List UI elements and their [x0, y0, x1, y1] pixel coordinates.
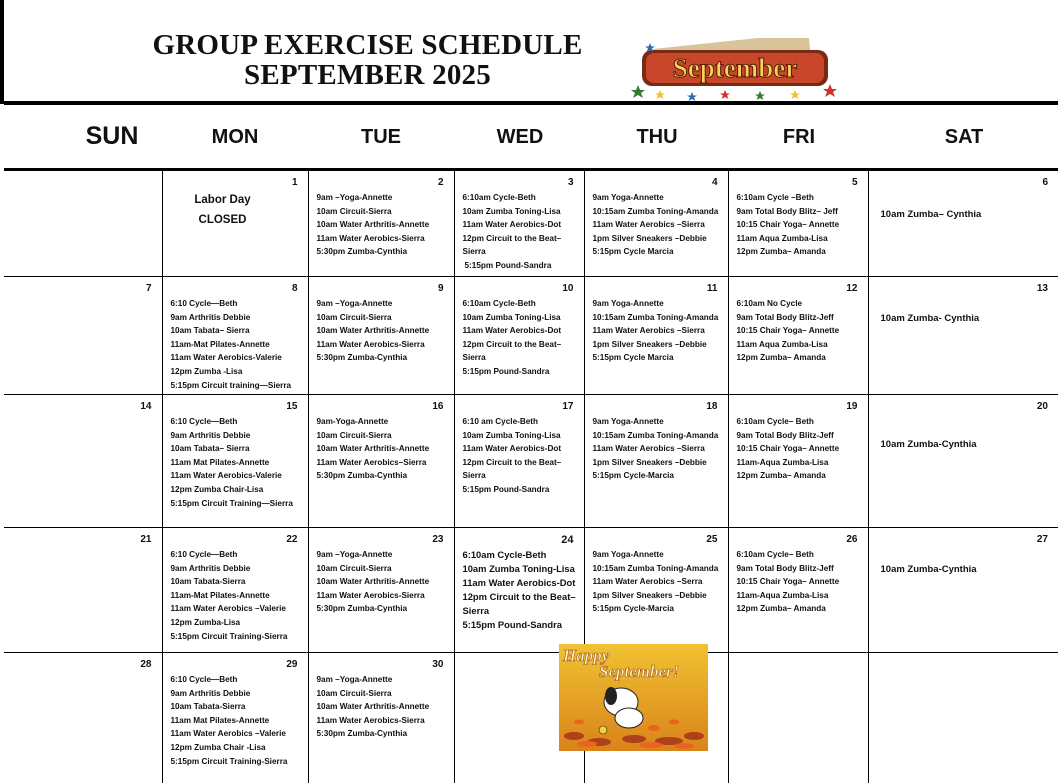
class-entry: 9am –Yoga-Annette: [316, 299, 393, 308]
week-row: [4, 277, 1058, 395]
class-entry: 9am –Yoga-Annette: [316, 550, 393, 559]
class-list: [593, 415, 722, 483]
class-entry: 10:15am Zumba Toning-Amanda: [592, 563, 719, 573]
day-number: 10: [562, 283, 574, 294]
class-entry: 10am Zumba- Cynthia: [880, 313, 980, 324]
class-entry: 11am Water Aerobics–Sierra: [316, 457, 427, 467]
class-entry: 6:10am No Cycle: [736, 299, 803, 308]
class-entry: 12pm Zumba– Amanda: [736, 604, 826, 614]
day-number: 23: [432, 534, 444, 545]
class-entry: 10am Zumba Toning-Lisa: [462, 206, 561, 216]
day-cell-sun: [4, 171, 162, 277]
class-entry: 11am-Mat Pilates-Annette: [170, 590, 270, 600]
day-number: 11: [706, 283, 718, 294]
class-entry: 6:10am Cycle-Beth: [462, 299, 536, 308]
day-cell-mon: [162, 171, 308, 277]
day-header-sat: SAT: [944, 126, 984, 148]
header-rule: [4, 101, 1058, 105]
class-entry: 11am Water Aerobics-Valerie: [170, 353, 282, 363]
class-entry: 10am Zumba-Cynthia: [880, 564, 977, 575]
class-entry: 9am Arthritis Debbie: [170, 312, 251, 322]
class-entry: Sierra: [462, 247, 486, 257]
title-line-1: GROUP EXERCISE SCHEDULE: [152, 29, 583, 61]
class-entry: 9am Arthritis Debbie: [170, 688, 251, 698]
class-entry: 1pm Silver Sneakers –Debbie: [592, 233, 707, 243]
class-entry: 11am Water Aerobics –Sierra: [592, 326, 705, 336]
day-number: 8: [291, 283, 298, 294]
day-number: 26: [846, 534, 858, 545]
class-entry: 9am –Yoga-Annette: [316, 193, 393, 202]
day-cell-fri: [728, 277, 868, 395]
class-entry: 9am Total Body Blitz– Jeff: [736, 206, 838, 216]
class-entry: 9am Arthritis Debbie: [170, 430, 251, 440]
september-logo: [630, 38, 840, 104]
class-list: [317, 415, 448, 483]
class-entry: 10am Water Arthritis-Annette: [316, 702, 430, 712]
class-list: [171, 673, 302, 768]
class-entry: 5:30pm Zumba-Cynthia: [316, 729, 408, 739]
day-number: 3: [567, 177, 574, 188]
class-entry: 5:30pm Zumba-Cynthia: [316, 353, 408, 363]
day-number: 9: [437, 283, 444, 294]
day-header-mon: MON: [211, 126, 259, 148]
class-entry: 11am Water Aerobics –Valerie: [170, 604, 286, 614]
day-cell-wed: [454, 277, 584, 395]
day-cell-mon: [162, 395, 308, 528]
class-list: [737, 415, 862, 483]
day-header-wed: WED: [496, 126, 544, 148]
class-entry: 10:15 Chair Yoga– Annette: [736, 577, 840, 587]
day-number: 19: [846, 401, 858, 412]
day-cell-wed: [454, 528, 584, 653]
class-entry: 5:15pm Pound-Sandra: [462, 484, 550, 494]
day-cell-tue: [308, 171, 454, 277]
class-entry: 12pm Zumba -Lisa: [170, 366, 243, 376]
day-cell-thu: [584, 171, 728, 277]
class-entry: 11am Water Aerobics –Valerie: [170, 729, 286, 739]
week-row: [4, 395, 1058, 528]
class-entry: 11am Water Aerobics –Sierra: [592, 444, 705, 454]
calendar-grid: [4, 170, 1058, 783]
class-entry: 9am Total Body Blitz-Jeff: [736, 430, 834, 440]
class-entry: 11am Aqua Zumba-Lisa: [736, 233, 828, 243]
class-entry: 11am Water Aerobics-Sierra: [316, 339, 425, 349]
day-cell-sat: [868, 653, 1058, 783]
class-entry: 12pm Zumba-Lisa: [170, 617, 241, 627]
day-cell-thu: [584, 395, 728, 528]
class-entry: 9am-Yoga-Annette: [316, 417, 389, 426]
class-entry: 1pm Silver Sneakers –Debbie: [592, 590, 707, 600]
day-cell-tue: [308, 277, 454, 395]
class-entry: 5:15pm Cycle-Marcia: [592, 471, 674, 481]
day-cell-sun: [4, 395, 162, 528]
class-entry: 11am Water Aerobics-Dot: [462, 220, 562, 230]
day-header-tue: TUE: [361, 126, 401, 148]
class-entry: 6:10 Cycle—Beth: [170, 299, 238, 308]
class-entry: 9am –Yoga-Annette: [316, 675, 393, 684]
day-number: 15: [286, 401, 298, 412]
day-cell-sat: [868, 171, 1058, 277]
left-rule: [0, 0, 4, 104]
day-number: 28: [140, 659, 152, 670]
day-number: 18: [706, 401, 718, 412]
class-entry: 11am Water Aerobics-Valerie: [170, 471, 282, 481]
day-number: 7: [145, 283, 152, 294]
class-entry: 10am Water Arthritis-Annette: [316, 444, 430, 454]
class-entry: 9am Yoga-Annette: [592, 299, 664, 308]
day-number: 5: [851, 177, 858, 188]
class-entry: 10:15 Chair Yoga– Annette: [736, 220, 840, 230]
day-number: 14: [140, 401, 152, 412]
class-entry: 11am Water Aerobics –Sierra: [592, 220, 705, 230]
day-cell-mon: [162, 528, 308, 653]
day-number: 13: [1036, 283, 1048, 294]
class-entry: 9am Total Body Blitz-Jeff: [736, 312, 834, 322]
class-entry: 10am Tabata-Sierra: [170, 577, 246, 587]
class-entry: 5:15pm Cycle Marcia: [592, 353, 674, 363]
class-entry: 10:15am Zumba Toning-Amanda: [592, 206, 719, 216]
class-entry: 11am Water Aerobics-Sierra: [316, 590, 425, 600]
class-entry: 5:15pm Pound-Sandra: [462, 619, 562, 630]
class-entry: 12pm Circuit to the Beat–: [462, 457, 562, 467]
class-entry: 10am Water Arthritis-Annette: [316, 577, 430, 587]
day-number: 25: [706, 534, 718, 545]
class-entry: 10am Zumba Toning-Lisa: [462, 312, 561, 322]
holiday-line: Labor Day: [194, 194, 251, 206]
class-entry: 10:15 Chair Yoga– Annette: [736, 326, 840, 336]
day-cell-sun: [4, 528, 162, 653]
class-entry: 6:10 am Cycle-Beth: [462, 417, 539, 426]
class-list: [593, 297, 722, 365]
class-entry: 11am Mat Pilates-Annette: [170, 715, 270, 725]
day-cell-fri: [728, 528, 868, 653]
class-entry: 12pm Zumba Chair -Lisa: [170, 742, 266, 752]
class-entry: 10am Circuit-Sierra: [316, 688, 392, 698]
class-list: [593, 548, 722, 616]
class-entry: 10:15am Zumba Toning-Amanda: [592, 312, 719, 322]
class-entry: 9am Yoga-Annette: [592, 550, 664, 559]
class-list: [463, 548, 578, 632]
day-number: 16: [432, 401, 444, 412]
class-list: [171, 297, 302, 392]
class-entry: 10:15 Chair Yoga– Annette: [736, 444, 840, 454]
day-number: 1: [291, 177, 298, 188]
day-cell-sat: [868, 395, 1058, 528]
class-list: [171, 548, 302, 643]
day-number: 27: [1036, 534, 1048, 545]
class-entry: 5:15pm Circuit Training—Sierra: [170, 498, 293, 508]
class-entry: 11am Water Aerobics-Sierra: [316, 233, 425, 243]
day-cell-thu: [584, 277, 728, 395]
class-entry: 12pm Zumba Chair-Lisa: [170, 484, 264, 494]
class-entry: 11am Water Aerobics-Dot: [462, 577, 576, 588]
holiday-line: CLOSED: [198, 213, 247, 226]
happy-september-image: [559, 644, 708, 751]
class-entry: 11am-Aqua Zumba-Lisa: [736, 457, 829, 467]
holiday-notice: [163, 191, 283, 230]
class-entry: 1pm Silver Sneakers –Debbie: [592, 339, 707, 349]
class-list: [737, 297, 862, 365]
day-header-thu: THU: [636, 126, 678, 148]
class-entry: 10am Tabata-Sierra: [170, 702, 246, 712]
class-entry: 5:15pm Cycle Marcia: [592, 247, 674, 257]
class-entry: 5:15pm Circuit Training-Sierra: [170, 631, 288, 641]
class-entry: 10am Zumba– Cynthia: [880, 209, 982, 220]
class-list: [171, 415, 302, 510]
day-cell-mon: [162, 277, 308, 395]
class-entry: 5:30pm Zumba-Cynthia: [316, 247, 408, 257]
class-entry: 5:15pm Pound-Sandra: [462, 366, 550, 376]
class-entry: 11am-Mat Pilates-Annette: [170, 339, 270, 349]
snoopy-text-1: Happy: [563, 646, 610, 665]
class-entry: 11am Water Aerobics –Serra: [592, 577, 703, 587]
class-list: [737, 191, 862, 259]
class-entry: 10am Circuit-Sierra: [316, 563, 392, 573]
day-number: 22: [286, 534, 298, 545]
class-entry: 10am Circuit-Sierra: [316, 430, 392, 440]
day-header-sun: SUN: [85, 122, 139, 150]
week-row: [4, 653, 1058, 783]
class-list: [463, 191, 578, 273]
class-entry: 6:10 Cycle—Beth: [170, 417, 238, 426]
class-list: [317, 673, 448, 741]
title-line-2: SEPTEMBER 2025: [244, 59, 491, 91]
class-list: [463, 415, 578, 497]
class-entry: 6:10am Cycle-Beth: [462, 193, 536, 202]
day-cell-thu: [584, 528, 728, 653]
day-cell-sat: [868, 277, 1058, 395]
day-number: 21: [140, 534, 152, 545]
class-list: [593, 191, 722, 259]
class-entry: 5:15pm Pound-Sandra: [464, 260, 552, 270]
day-cell-tue: [308, 395, 454, 528]
class-entry: 5:15pm Circuit Training-Sierra: [170, 756, 288, 766]
class-entry: 10am Zumba Toning-Lisa: [462, 563, 575, 574]
day-cell-fri: [728, 171, 868, 277]
class-entry: 11am Mat Pilates-Annette: [170, 457, 270, 467]
day-header-fri: FRI: [782, 126, 816, 148]
day-number: 2: [437, 177, 444, 188]
day-number: 4: [711, 177, 718, 188]
class-entry: 9am Yoga-Annette: [592, 417, 664, 426]
class-entry: 5:15pm Cycle-Marcia: [592, 604, 674, 614]
class-entry: 6:10am Cycle-Beth: [462, 549, 547, 560]
class-list: [317, 548, 448, 616]
day-cell-wed: [454, 395, 584, 528]
class-entry: 10:15am Zumba Toning-Amanda: [592, 430, 719, 440]
week-row: [4, 528, 1058, 653]
class-entry: 10am Circuit-Sierra: [316, 206, 392, 216]
day-cell-tue: [308, 528, 454, 653]
class-entry: 11am Water Aerobics-Dot: [462, 444, 562, 454]
class-entry: Sierra: [462, 605, 490, 616]
day-number: 30: [432, 659, 444, 670]
class-list: [737, 548, 862, 616]
day-number: 24: [561, 534, 574, 546]
class-entry: 11am Aqua Zumba-Lisa: [736, 339, 828, 349]
class-entry: 11am Water Aerobics-Dot: [462, 326, 562, 336]
class-entry: 1pm Silver Sneakers –Debbie: [592, 457, 707, 467]
class-entry: 10am Tabata– Sierra: [170, 326, 250, 336]
page-title: [140, 30, 595, 90]
day-cell-mon: [162, 653, 308, 783]
day-number: 17: [562, 401, 574, 412]
class-entry: 12pm Zumba– Amanda: [736, 353, 826, 363]
day-number: 20: [1036, 401, 1048, 412]
class-entry: 12pm Circuit to the Beat–: [462, 339, 562, 349]
class-entry: 11am-Aqua Zumba-Lisa: [736, 590, 829, 600]
day-number: 6: [1042, 177, 1048, 188]
week-row: [4, 171, 1058, 277]
class-entry: 10am Zumba Toning-Lisa: [462, 430, 561, 440]
class-entry: 11am Water Aerobics-Sierra: [316, 715, 425, 725]
class-entry: Sierra: [462, 353, 486, 363]
class-entry: 12pm Circuit to the Beat–: [462, 591, 576, 602]
class-entry: 10am Tabata– Sierra: [170, 444, 250, 454]
class-entry: 12pm Zumba– Amanda: [736, 247, 826, 257]
day-cell-sun: [4, 277, 162, 395]
day-cell-sat: [868, 528, 1058, 653]
day-number: 12: [846, 283, 858, 294]
day-cell-fri: [728, 395, 868, 528]
class-entry: 10am Water Arthritis-Annette: [316, 220, 430, 230]
class-entry: 5:15pm Circuit training—Sierra: [170, 380, 292, 390]
day-cell-wed: [454, 171, 584, 277]
class-entry: 10am Zumba-Cynthia: [880, 439, 977, 450]
class-list: [463, 297, 578, 379]
class-entry: 12pm Zumba– Amanda: [736, 471, 826, 481]
class-entry: 6:10am Cycle –Beth: [736, 193, 814, 202]
class-entry: 6:10am Cycle– Beth: [736, 417, 814, 426]
class-entry: 9am Total Body Blitz-Jeff: [736, 563, 834, 573]
class-entry: 9am Yoga-Annette: [592, 193, 664, 202]
logo-text: September: [672, 53, 798, 83]
class-entry: Sierra: [462, 471, 486, 481]
day-cell-sun: [4, 653, 162, 783]
day-cell-fri: [728, 653, 868, 783]
day-number: 29: [286, 659, 298, 670]
class-list: [317, 297, 448, 365]
class-entry: 6:10 Cycle—Beth: [170, 675, 238, 684]
snoopy-text-2: September!: [599, 662, 680, 681]
day-cell-tue: [308, 653, 454, 783]
class-entry: 10am Water Arthritis-Annette: [316, 326, 430, 336]
class-entry: 10am Circuit-Sierra: [316, 312, 392, 322]
class-entry: 9am Arthritis Debbie: [170, 563, 251, 573]
class-entry: 5:30pm Zumba-Cynthia: [316, 471, 408, 481]
class-entry: 5:30pm Zumba-Cynthia: [316, 604, 408, 614]
class-entry: 12pm Circuit to the Beat–: [462, 233, 562, 243]
class-entry: 6:10am Cycle– Beth: [736, 550, 814, 559]
class-entry: 6:10 Cycle—Beth: [170, 550, 238, 559]
class-list: [317, 191, 448, 259]
